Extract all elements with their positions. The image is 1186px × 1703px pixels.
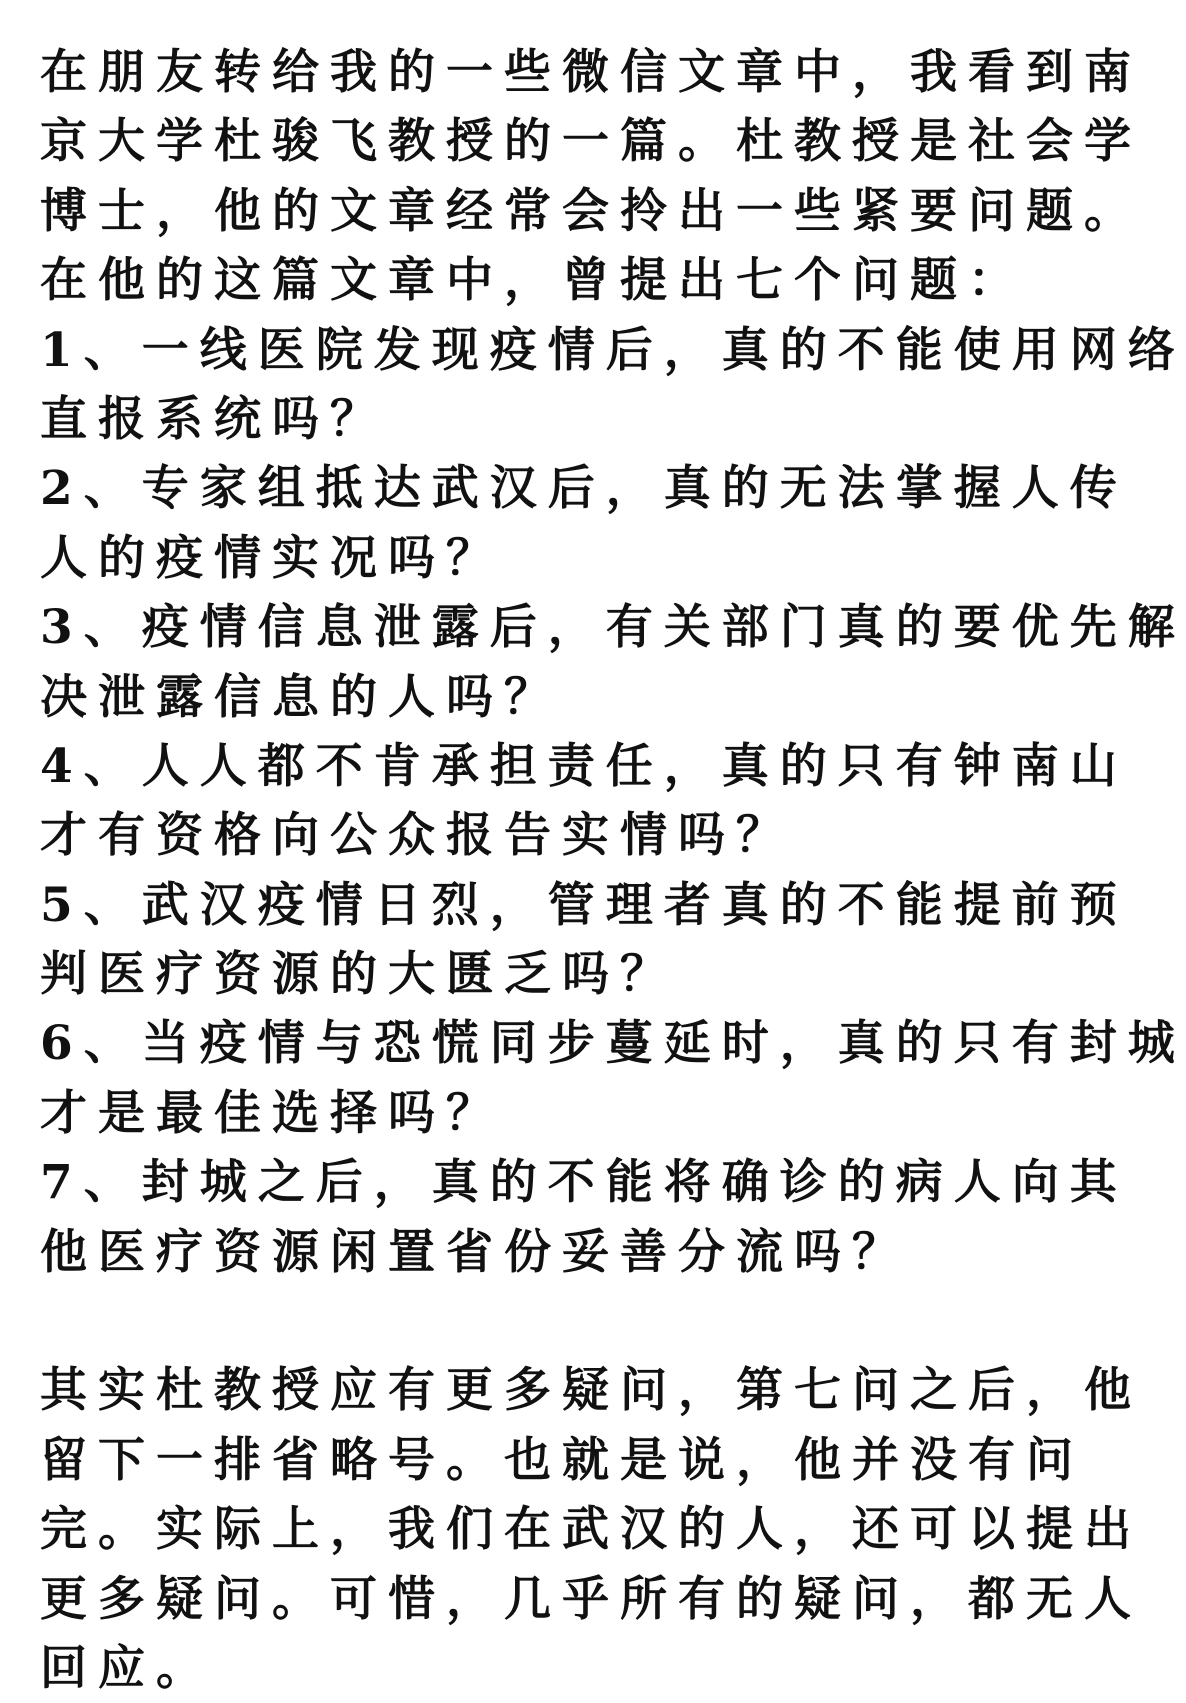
article-body bbox=[40, 38, 1186, 1703]
question-5-line: 5、武汉疫情日烈，管理者真的不能提前预 bbox=[40, 877, 1128, 933]
question-1-line: 1、一线医院发现疫情后，真的不能使用网络 bbox=[40, 322, 1186, 378]
question-5-line: 判医疗资源的大匮乏吗？ bbox=[40, 947, 678, 1003]
question-7-line: 7、封城之后，真的不能将确诊的病人向其 bbox=[40, 1155, 1128, 1211]
question-2-line: 人的疫情实况吗？ bbox=[40, 530, 504, 586]
text-line: 回应。 bbox=[40, 1640, 214, 1696]
question-6-line: 才是最佳选择吗？ bbox=[40, 1085, 504, 1141]
text-line: 在他的这篇文章中，曾提出七个问题： bbox=[40, 253, 1026, 309]
text-line: 在朋友转给我的一些微信文章中，我看到南 bbox=[40, 45, 1142, 100]
question-1-line: 直报系统吗？ bbox=[40, 391, 388, 447]
text-line: 博士，他的文章经常会拎出一些紧要问题。 bbox=[40, 183, 1142, 239]
text-line: 留下一排省略号。也就是说，他并没有问 bbox=[40, 1432, 1084, 1488]
question-3-line: 3、疫情信息泄露后，有关部门真的要优先解 bbox=[40, 600, 1186, 656]
text-line: 更多疑问。可惜，几乎所有的疑问，都无人 bbox=[40, 1571, 1142, 1627]
question-4-line: 4、人人都不肯承担责任，真的只有钟南山 bbox=[40, 738, 1128, 794]
text-line: 其实杜教授应有更多疑问，第七问之后，他 bbox=[40, 1363, 1142, 1419]
question-7-line: 他医疗资源闲置省份妥善分流吗？ bbox=[40, 1224, 910, 1280]
text-line: 完。实际上，我们在武汉的人，还可以提出 bbox=[40, 1502, 1142, 1558]
text-line: 京大学杜骏飞教授的一篇。杜教授是社会学 bbox=[40, 114, 1142, 170]
question-2-line: 2、专家组抵达武汉后，真的无法掌握人传 bbox=[40, 461, 1128, 517]
paragraph-break bbox=[40, 1287, 1034, 1356]
question-6-line: 6、当疫情与恐慌同步蔓延时，真的只有封城 bbox=[40, 1016, 1186, 1072]
question-4-line: 才有资格向公众报告实情吗？ bbox=[40, 808, 794, 864]
question-3-line: 决泄露信息的人吗？ bbox=[40, 669, 562, 725]
